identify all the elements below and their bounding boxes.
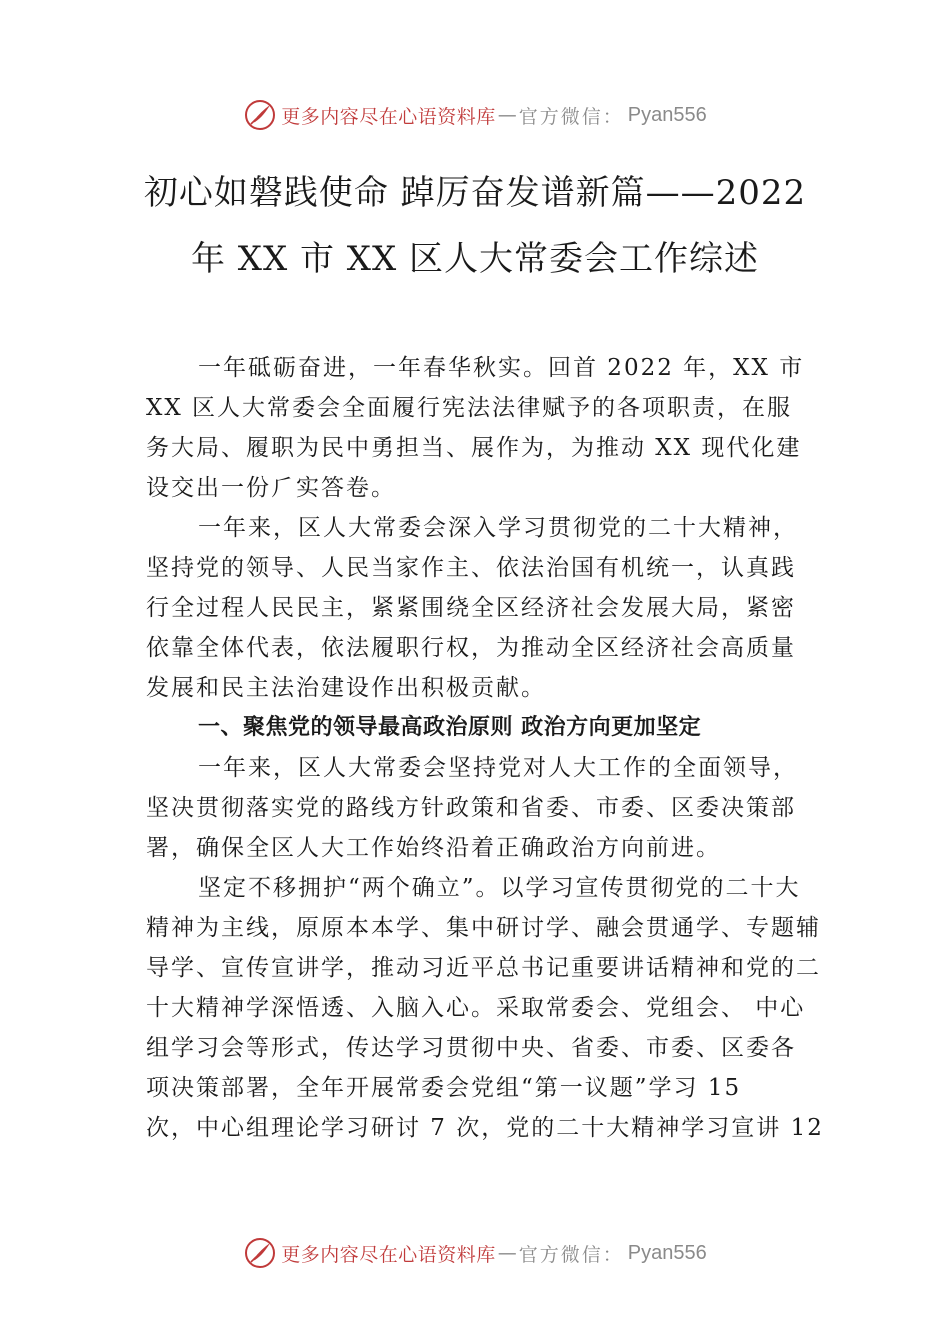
- text-line: 精神为主线，原原本本学、集中研讨学、融会贯通学、专题辅: [146, 915, 821, 941]
- text-line: 行全过程人民民主，紧紧围绕全区经济社会发展大局，紧密: [146, 595, 796, 621]
- watermark-separator: —: [497, 1242, 517, 1264]
- paragraph-intro: [146, 348, 816, 508]
- text-line: 设交出一份⺁实答卷。: [146, 475, 396, 501]
- text-line: 次，中心组理论学习研讨 7 次，党的二十大精神学习宣讲 12: [146, 1115, 824, 1141]
- text-line: 依靠全体代表，依法履职行权，为推动全区经济社会高质量: [146, 635, 796, 661]
- watermark-label: 官方微信：: [518, 1243, 624, 1266]
- watermark-banner-top: [0, 95, 950, 135]
- text-line: 项决策部署，全年开展常委会党组“第一议题”学习 15: [146, 1075, 742, 1101]
- title-line: 年 XX 市 XX 区人大常委会工作综述: [190, 239, 760, 279]
- watermark-account: Pyan556: [627, 1241, 707, 1264]
- title-line: 初心如磐践使命 踔厉奋发谱新篇——2022: [143, 173, 807, 213]
- text-line: 一年来，区人大常委会坚持党对人大工作的全面领导，: [198, 755, 798, 781]
- watermark-separator: —: [497, 104, 517, 126]
- text-line: 坚决贯彻落实党的路线方针政策和省委、市委、区委决策部: [146, 795, 796, 821]
- section-heading-1: 一、聚焦党的领导最高政治原则 政治方向更加坚定: [198, 715, 702, 740]
- text-line: 十大精神学深悟透、入脑入心。采取常委会、党组会、 中心: [146, 995, 806, 1021]
- text-line: 一年砥砺奋进，一年春华秋实。回首 2022 年，XX 市: [198, 355, 805, 381]
- text-line: XX 区人大常委会全面履行宪法法律赋予的各项职责，在服: [146, 395, 793, 421]
- text-line: 发展和民主法治建设作出积极贡献。: [146, 675, 546, 701]
- watermark-text: 更多内容尽在心语资料库: [281, 105, 496, 128]
- paragraph-section1-detail: [146, 868, 824, 1148]
- text-line: 坚持党的领导、人民当家作主、依法治国有机统一，认真践: [146, 555, 796, 581]
- watermark-text: 更多内容尽在心语资料库: [281, 1243, 496, 1266]
- document-title: [120, 160, 830, 292]
- paragraph-overview: [146, 508, 816, 708]
- watermark-label: 官方微信：: [518, 105, 624, 128]
- text-line: 导学、宣传宣讲学，推动习近平总书记重要讲话精神和党的二: [146, 955, 821, 981]
- quill-logo-icon: [243, 98, 277, 132]
- text-line: 组学习会等形式，传达学习贯彻中央、省委、市委、区委各: [146, 1035, 796, 1061]
- text-line: 一年来，区人大常委会深入学习贯彻党的二十大精神，: [198, 515, 798, 541]
- text-line: 署，确保全区人大工作始终沿着正确政治方向前进。: [146, 835, 721, 861]
- quill-logo-icon: [243, 1236, 277, 1270]
- watermark-account: Pyan556: [627, 103, 707, 126]
- document-body: [146, 348, 824, 1148]
- text-line: 务大局、履职为民中勇担当、展作为，为推动 XX 现代化建: [146, 435, 802, 461]
- text-line: 坚定不移拥护“两个确立”。以学习宣传贯彻党的二十大: [198, 875, 801, 901]
- paragraph-section1-intro: [146, 748, 816, 868]
- watermark-banner-bottom: [0, 1233, 950, 1273]
